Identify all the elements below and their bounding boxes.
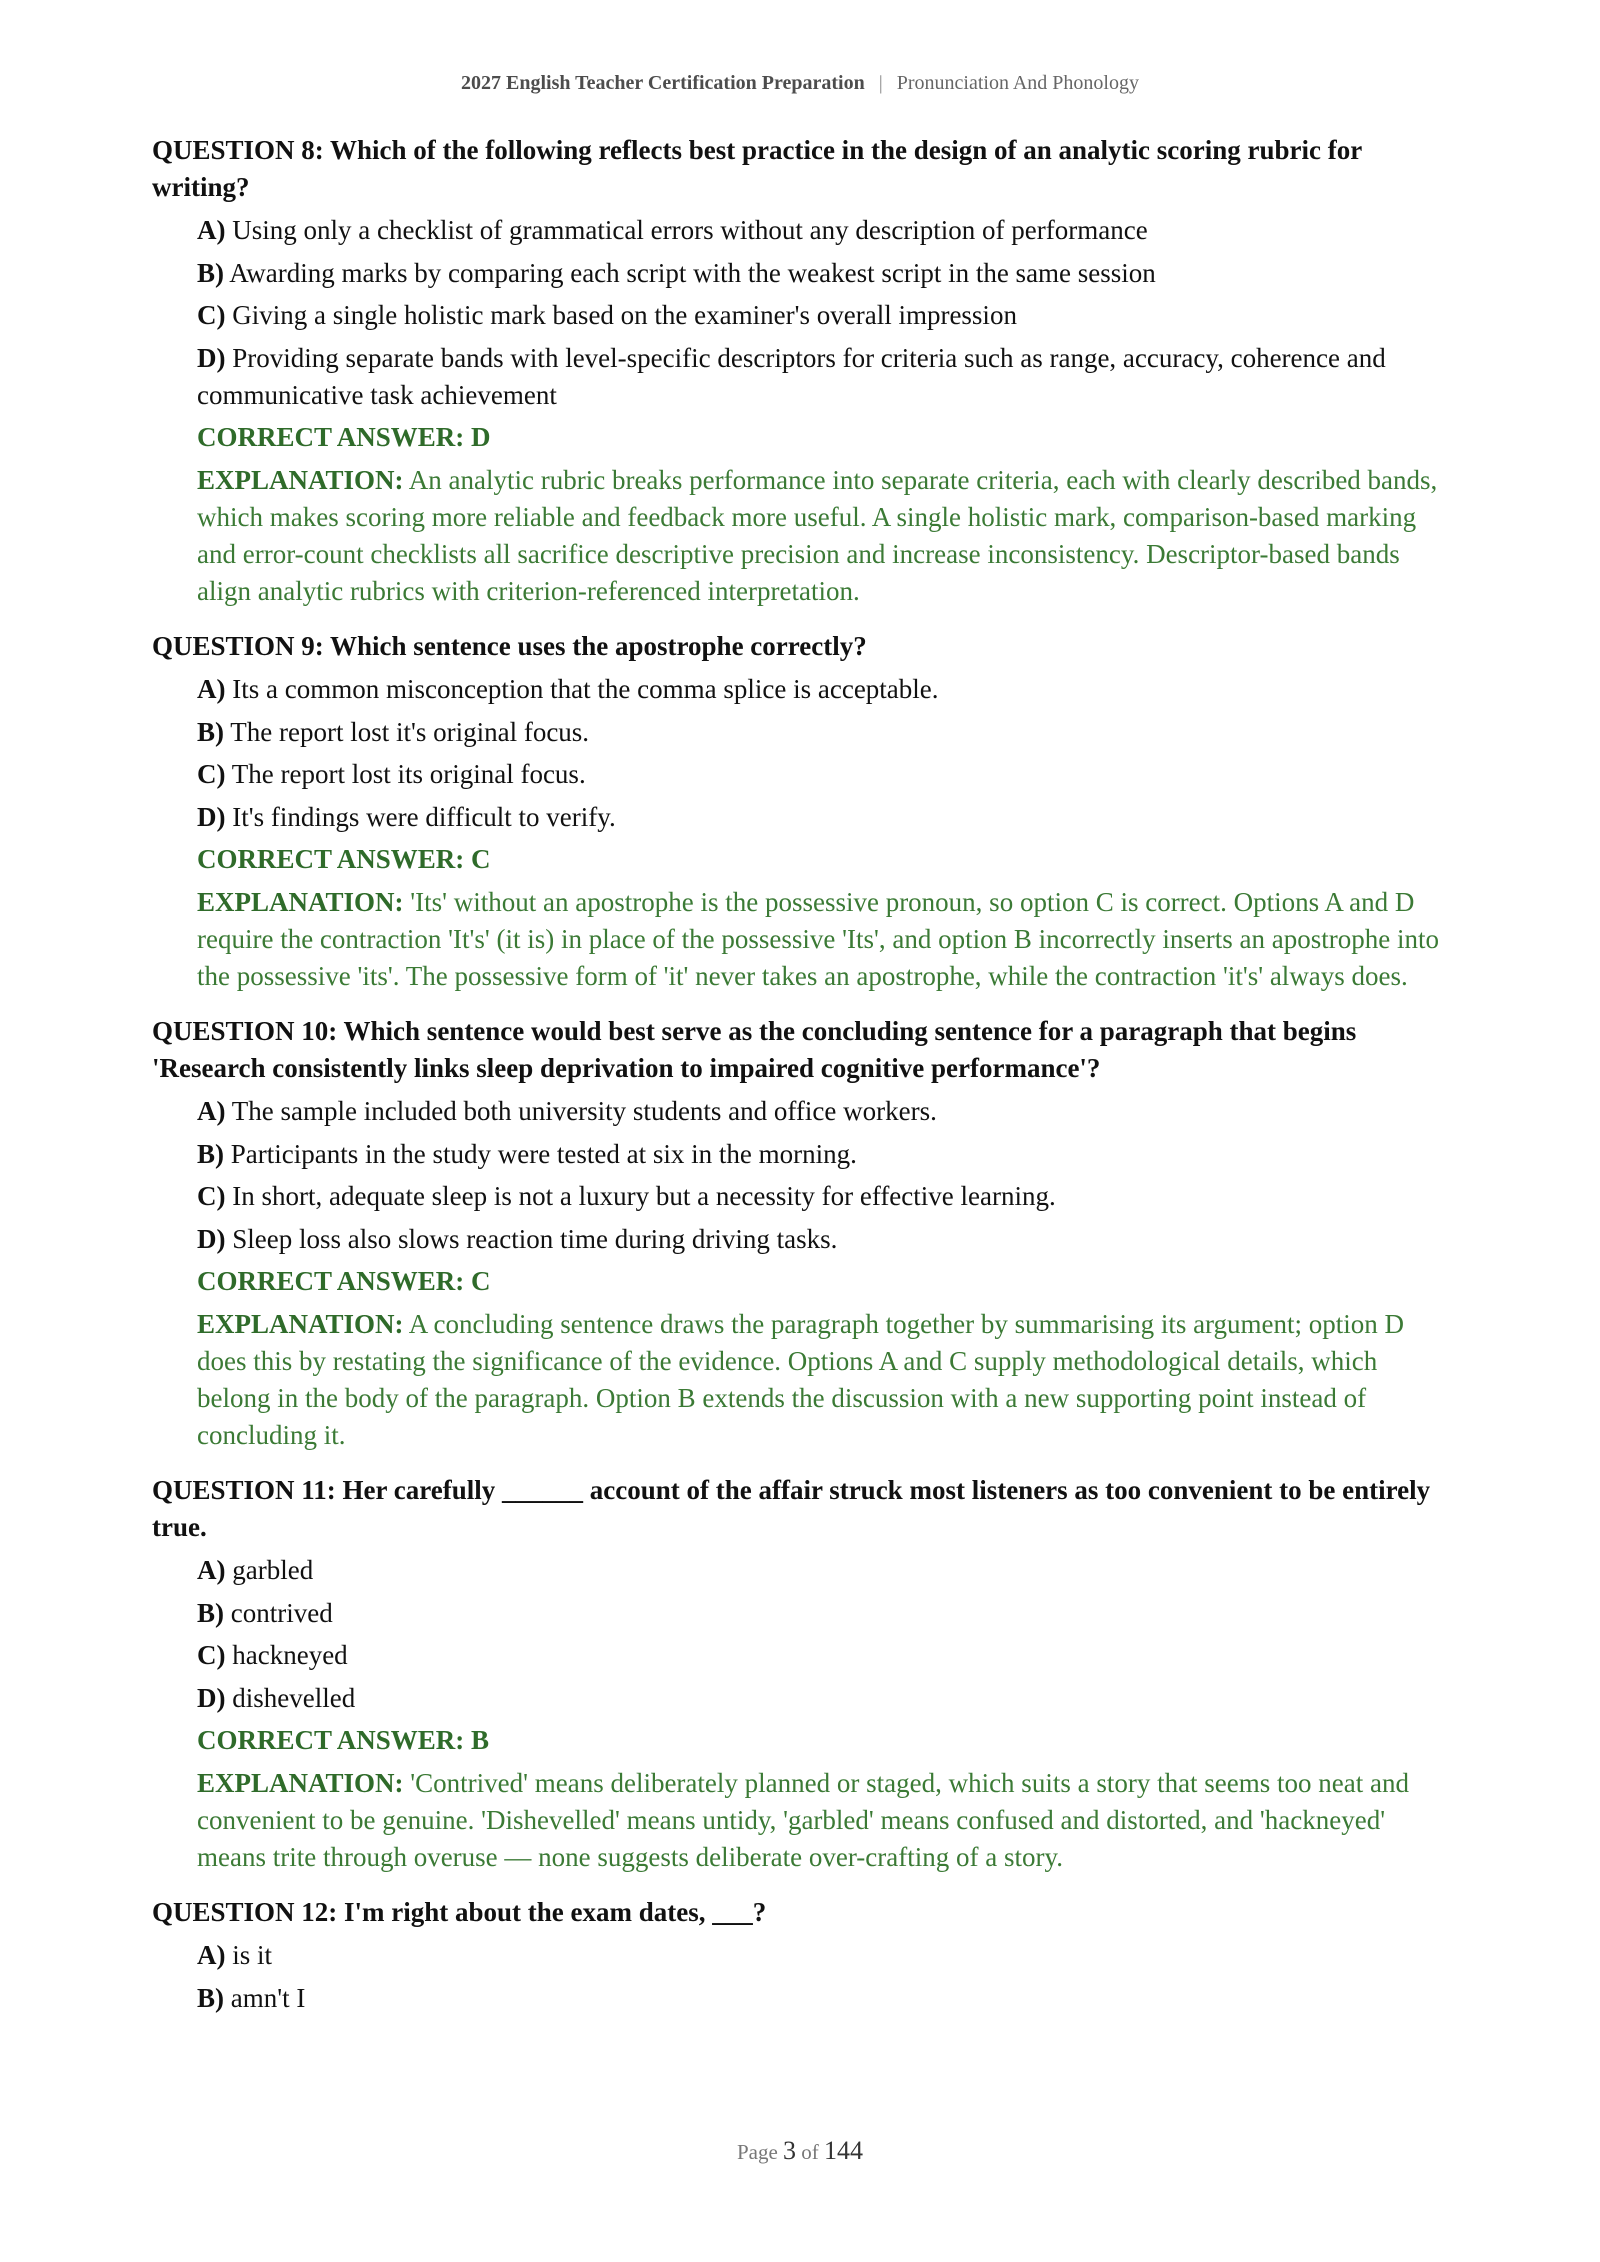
- page-label: Page: [736, 2140, 778, 2164]
- option-text: It's findings were difficult to verify.: [232, 801, 616, 832]
- option-text: The sample included both university students and office workers.: [231, 1096, 937, 1126]
- option-list: [197, 1093, 1448, 1258]
- option-item: [197, 1680, 1448, 1717]
- option-letter: B): [197, 257, 224, 288]
- option-letter: D): [197, 342, 226, 373]
- question-block: [152, 1013, 1448, 1454]
- option-letter: A): [197, 674, 226, 704]
- option-text: In short, adequate sleep is not a luxury but a necessity for effective learning.: [232, 1181, 1056, 1211]
- explanation-text: 'Its' without an apostrophe is the possessive pronoun, so option C is correct. Options A and D require the contraction 'It's' (it is) in place of the possessive 'Its', and option B incorrectly inserts an apostrophe into the possessive 'its'. The possessive form of 'it' never takes an apostrophe, while the contraction 'it's' always does.: [197, 887, 1440, 991]
- total-pages: 144: [824, 2136, 864, 2165]
- correct-answer: CORRECT ANSWER: C: [197, 844, 491, 874]
- question-title: QUESTION 11: Her carefully ______ account of the affair struck most listeners as too convenient to be entirely true.: [152, 1475, 1431, 1542]
- option-letter: A): [197, 1940, 226, 1970]
- option-letter: C): [197, 759, 226, 789]
- option-letter: B): [197, 1138, 224, 1169]
- option-letter: D): [197, 1223, 226, 1254]
- option-letter: B): [197, 716, 224, 747]
- question-title: QUESTION 8: Which of the following reflects best practice in the design of an analytic scoring rubric for writing?: [152, 135, 1362, 202]
- question-title: QUESTION 10: Which sentence would best serve as the concluding sentence for a paragraph that begins 'Research consistently links sleep deprivation to impaired cognitive performance'?: [152, 1016, 1357, 1083]
- option-letter: B): [197, 1597, 224, 1628]
- option-text: Participants in the study were tested at six in the morning.: [230, 1138, 857, 1169]
- page-number: 3: [783, 2136, 797, 2165]
- question-block: [152, 1894, 1448, 2017]
- option-text: is it: [232, 1940, 273, 1970]
- question-block: [152, 132, 1448, 610]
- question-block: [152, 1472, 1448, 1876]
- option-item: [197, 1221, 1448, 1258]
- option-text: garbled: [232, 1555, 314, 1585]
- option-item: [197, 756, 1448, 793]
- option-item: [197, 799, 1448, 836]
- explanation-text: A concluding sentence draws the paragraph together by summarising its argument; option D does this by restating the significance of the evidence. Options A and C supply methodological details, which belong in the body of the paragraph. Option B extends the discussion with a new supporting point instead of concluding it.: [197, 1309, 1405, 1450]
- option-list: [197, 1552, 1448, 1717]
- option-letter: C): [197, 300, 226, 330]
- correct-answer: CORRECT ANSWER: D: [197, 422, 491, 452]
- option-list: [197, 212, 1448, 414]
- document-title: 2027 English Teacher Certification Preparation: [461, 72, 865, 94]
- option-list: [197, 1937, 1448, 2017]
- explanation-label: EXPLANATION:: [197, 887, 404, 917]
- header-separator: |: [878, 72, 883, 94]
- question-title: QUESTION 9: Which sentence uses the apostrophe correctly?: [152, 631, 867, 661]
- option-item: [197, 297, 1448, 334]
- page-of-label: of: [801, 2140, 819, 2164]
- option-text: The report lost it's original focus.: [230, 716, 590, 747]
- explanation-label: EXPLANATION:: [197, 465, 404, 495]
- page-footer: [0, 2136, 1600, 2166]
- explanation: [197, 1306, 1448, 1454]
- option-text: Providing separate bands with level-specific descriptors for criteria such as range, accuracy, coherence and communicative task achievement: [197, 342, 1386, 410]
- option-text: Its a common misconception that the comma splice is acceptable.: [232, 674, 939, 704]
- option-item: [197, 340, 1448, 414]
- option-list: [197, 671, 1448, 836]
- option-letter: C): [197, 1181, 226, 1211]
- option-letter: D): [197, 1682, 226, 1713]
- option-letter: B): [197, 1982, 224, 2013]
- option-item: [197, 714, 1448, 751]
- option-letter: D): [197, 801, 226, 832]
- option-letter: A): [197, 215, 226, 245]
- option-item: [197, 671, 1448, 708]
- question-block: [152, 628, 1448, 995]
- section-title: Pronunciation And Phonology: [896, 72, 1139, 94]
- explanation-label: EXPLANATION:: [197, 1768, 404, 1798]
- option-item: [197, 1136, 1448, 1173]
- explanation-text: 'Contrived' means deliberately planned or staged, which suits a story that seems too neat and convenient to be genuine. 'Dishevelled' means untidy, 'garbled' means confused and distorted, and 'hackneyed' means trite through overuse — none suggests deliberate over-crafting of a story.: [197, 1768, 1409, 1872]
- question-list: [152, 132, 1448, 2035]
- option-item: [197, 1595, 1448, 1632]
- explanation: [197, 462, 1448, 610]
- option-item: [197, 1637, 1448, 1674]
- explanation: [197, 884, 1448, 995]
- option-text: Using only a checklist of grammatical errors without any description of performance: [232, 215, 1148, 245]
- option-letter: A): [197, 1096, 226, 1126]
- option-item: [197, 1552, 1448, 1589]
- option-item: [197, 1178, 1448, 1215]
- option-item: [197, 1980, 1448, 2017]
- explanation-label: EXPLANATION:: [197, 1309, 404, 1339]
- option-letter: C): [197, 1640, 226, 1670]
- option-item: [197, 1093, 1448, 1130]
- option-item: [197, 255, 1448, 292]
- option-item: [197, 1937, 1448, 1974]
- explanation: [197, 1765, 1448, 1876]
- explanation-text: An analytic rubric breaks performance into separate criteria, each with clearly described bands, which makes scoring more reliable and feedback more useful. A single holistic mark, comparison-based marking and error-count checklists all sacrifice descriptive precision and increase inconsistency. Descriptor-based bands align analytic rubrics with criterion-referenced interpretation.: [197, 465, 1438, 606]
- option-text: Awarding marks by comparing each script with the weakest script in the same session: [229, 257, 1156, 288]
- page-header: [0, 72, 1600, 95]
- correct-answer: CORRECT ANSWER: B: [197, 1725, 490, 1755]
- option-text: Sleep loss also slows reaction time during driving tasks.: [232, 1223, 838, 1254]
- option-text: hackneyed: [232, 1640, 348, 1670]
- option-text: Giving a single holistic mark based on the examiner's overall impression: [232, 300, 1017, 330]
- question-title: QUESTION 12: I'm right about the exam dates, ___?: [152, 1897, 767, 1927]
- option-text: amn't I: [230, 1982, 306, 2013]
- option-text: dishevelled: [232, 1682, 356, 1713]
- correct-answer: CORRECT ANSWER: C: [197, 1266, 491, 1296]
- option-text: contrived: [230, 1597, 333, 1628]
- option-letter: A): [197, 1555, 226, 1585]
- option-text: The report lost its original focus.: [231, 759, 586, 789]
- option-item: [197, 212, 1448, 249]
